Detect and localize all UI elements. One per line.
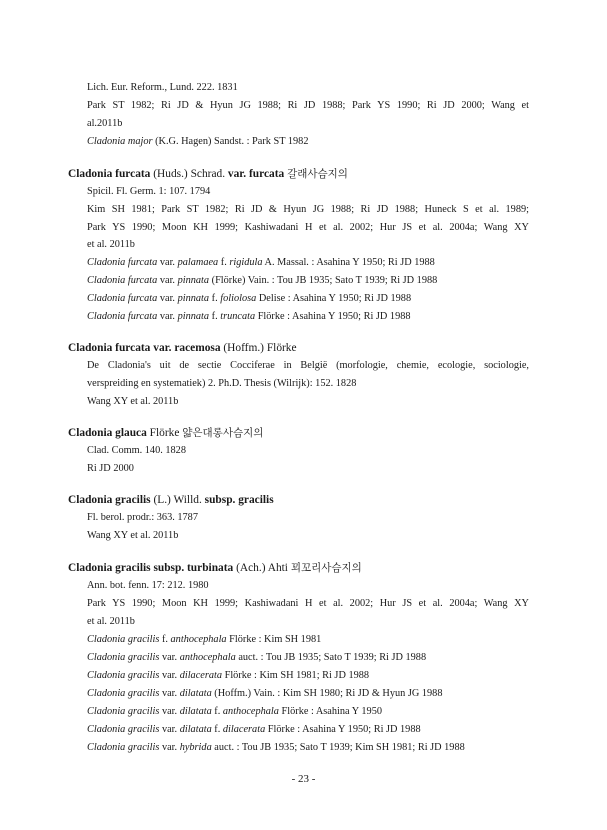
synonym-epithet: dilatata bbox=[179, 706, 212, 717]
synonym-name: Cladonia gracilis bbox=[87, 688, 160, 699]
synonym-rank: var. bbox=[157, 311, 178, 322]
reference-line bbox=[87, 117, 529, 131]
taxon-name: Cladonia glauca bbox=[68, 427, 147, 439]
reference-text: De Cladonia's uit de sectie Cocciferae in België (morfologie, chemie, ecologie, sociologie, bbox=[87, 360, 529, 371]
reference-text: Fl. berol. prodr.: 363. 1787 bbox=[87, 512, 198, 523]
synonym-epithet: anthocephala bbox=[222, 706, 279, 717]
synonym-citation: auct. : Tou JB 1935; Sato T 1939; Ri JD 1988 bbox=[235, 652, 427, 663]
reference-text: Park YS 1990; Moon KH 1999; Kashiwadani H et al. 2002; Hur JS et al. 2004a; Wang XY bbox=[87, 598, 529, 609]
synonym-citation: Delise : Asahina Y 1950; Ri JD 1988 bbox=[256, 293, 412, 304]
korean-name: 꾀꼬리사슴지의 bbox=[290, 562, 362, 574]
synonym-epithet: rigidula bbox=[229, 257, 263, 268]
synonym-rank: f. bbox=[209, 293, 221, 304]
synonym-name: Cladonia gracilis bbox=[87, 652, 160, 663]
synonym-rank: var. bbox=[159, 652, 180, 663]
taxon-author: (Huds.) Schrad. bbox=[150, 168, 228, 180]
synonym-epithet: pinnata bbox=[177, 293, 210, 304]
synonym-epithet: anthocephala bbox=[170, 634, 227, 645]
synonym-rank: var. bbox=[159, 706, 180, 717]
synonym-epithet: hybrida bbox=[179, 742, 212, 753]
synonym-rank: f. bbox=[211, 724, 223, 735]
synonym-name: Cladonia gracilis bbox=[87, 634, 160, 645]
synonym-rank: f. bbox=[218, 257, 230, 268]
taxon-author-2: (Ach.) Ahti bbox=[233, 562, 291, 574]
taxon-heading bbox=[68, 561, 362, 576]
synonym-epithet: truncata bbox=[220, 311, 256, 322]
reference-line bbox=[87, 395, 529, 409]
synonym-epithet: anthocephala bbox=[179, 652, 236, 663]
taxon-heading bbox=[68, 426, 263, 441]
synonym-name: Cladonia major bbox=[87, 136, 153, 147]
synonym-rank: var. bbox=[159, 688, 180, 699]
synonym-epithet: pinnata bbox=[177, 311, 210, 322]
synonym-citation: auct. : Tou JB 1935; Sato T 1939; Kim SH 1981; Ri JD 1988 bbox=[211, 742, 465, 753]
taxon-rank: subsp. turbinata bbox=[153, 562, 234, 574]
synonym-line bbox=[87, 274, 529, 288]
synonym-line bbox=[87, 310, 529, 324]
synonym-name: Cladonia gracilis bbox=[87, 742, 160, 753]
synonym-line bbox=[87, 687, 529, 701]
taxon-author-2: (Hoffm.) Flörke bbox=[220, 342, 297, 354]
synonym-rank: f. bbox=[209, 311, 221, 322]
reference-text: Wang XY et al. 2011b bbox=[87, 396, 179, 407]
taxon-name: Cladonia furcata bbox=[68, 168, 151, 180]
synonym-line bbox=[87, 633, 529, 647]
taxon-author: (L.) Willd. bbox=[150, 494, 205, 506]
taxon-name: Cladonia furcata bbox=[68, 342, 151, 354]
synonym-name: Cladonia furcata bbox=[87, 257, 158, 268]
reference-text: Ri JD 2000 bbox=[87, 463, 134, 474]
synonym-epithet: dilatata bbox=[179, 724, 212, 735]
reference-text: al.2011b bbox=[87, 118, 123, 129]
taxon-name: Cladonia gracilis bbox=[68, 562, 151, 574]
synonym-epithet: palamaea bbox=[177, 257, 219, 268]
reference-line bbox=[87, 99, 529, 113]
synonym-epithet: dilatata bbox=[179, 688, 212, 699]
taxon-name: Cladonia gracilis bbox=[68, 494, 151, 506]
synonym-name: Cladonia furcata bbox=[87, 275, 158, 286]
synonym-rank: var. bbox=[159, 670, 180, 681]
synonym-name: Cladonia gracilis bbox=[87, 670, 160, 681]
synonym-citation: Flörke : Asahina Y 1950; Ri JD 1988 bbox=[265, 724, 421, 735]
reference-text: Kim SH 1981; Park ST 1982; Ri JD & Hyun JG 1988; Ri JD 1988; Huneck S et al. 1989; bbox=[87, 204, 529, 215]
synonym-rank: var. bbox=[157, 293, 178, 304]
synonym-citation: (Hoffm.) Vain. : Kim SH 1980; Ri JD & Hyun JG 1988 bbox=[211, 688, 443, 699]
synonym-rank: var. bbox=[157, 275, 178, 286]
synonym-epithet: pinnata bbox=[177, 275, 210, 286]
reference-line bbox=[87, 462, 529, 476]
synonym-epithet: dilacerata bbox=[222, 724, 266, 735]
reference-line bbox=[87, 444, 529, 458]
synonym-line bbox=[87, 292, 529, 306]
reference-line bbox=[87, 511, 529, 525]
reference-text: et al. 2011b bbox=[87, 239, 135, 250]
synonym-citation: (Flörke) Vain. : Tou JB 1935; Sato T 1939; Ri JD 1988 bbox=[209, 275, 438, 286]
synonym-line bbox=[87, 135, 529, 149]
reference-text: Lich. Eur. Reform., Lund. 222. 1831 bbox=[87, 82, 238, 93]
synonym-epithet: foliolosa bbox=[220, 293, 257, 304]
korean-name: 얇은대롱사슴지의 bbox=[182, 427, 264, 439]
synonym-citation: A. Massal. : Asahina Y 1950; Ri JD 1988 bbox=[262, 257, 435, 268]
synonym-line bbox=[87, 705, 529, 719]
synonym-name: Cladonia furcata bbox=[87, 293, 158, 304]
reference-line bbox=[87, 597, 529, 611]
synonym-rank: var. bbox=[159, 724, 180, 735]
page-number: - 23 - bbox=[291, 773, 316, 785]
reference-text: et al. 2011b bbox=[87, 616, 135, 627]
reference-line bbox=[87, 238, 529, 252]
reference-line bbox=[87, 615, 529, 629]
synonym-epithet: dilacerata bbox=[179, 670, 223, 681]
reference-line bbox=[87, 221, 529, 235]
reference-text: Park YS 1990; Moon KH 1999; Kashiwadani H et al. 2002; Hur JS et al. 2004a; Wang XY bbox=[87, 222, 529, 233]
synonym-citation: Flörke : Asahina Y 1950 bbox=[278, 706, 383, 717]
synonym-line bbox=[87, 669, 529, 683]
reference-line bbox=[87, 203, 529, 217]
taxon-heading bbox=[68, 341, 297, 356]
reference-text: Spicil. Fl. Germ. 1: 107. 1794 bbox=[87, 186, 211, 197]
reference-text: Clad. Comm. 140. 1828 bbox=[87, 445, 186, 456]
synonym-citation: Flörke : Asahina Y 1950; Ri JD 1988 bbox=[255, 311, 411, 322]
reference-text: Park ST 1982; Ri JD & Hyun JG 1988; Ri JD 1988; Park YS 1990; Ri JD 2000; Wang et bbox=[87, 100, 529, 111]
synonym-rank: var. bbox=[157, 257, 178, 268]
reference-line bbox=[87, 359, 529, 373]
synonym-line bbox=[87, 723, 529, 737]
synonym-line bbox=[87, 651, 529, 665]
synonym-name: Cladonia furcata bbox=[87, 311, 158, 322]
synonym-citation: Flörke : Kim SH 1981 bbox=[226, 634, 322, 645]
synonym-rank: f. bbox=[159, 634, 171, 645]
taxon-rank: var. furcata bbox=[227, 168, 285, 180]
synonym-name: Cladonia gracilis bbox=[87, 724, 160, 735]
taxon-author: Flörke bbox=[146, 427, 183, 439]
synonym-line bbox=[87, 741, 529, 755]
reference-text: Wang XY et al. 2011b bbox=[87, 530, 179, 541]
reference-line bbox=[87, 81, 529, 95]
taxon-heading bbox=[68, 167, 348, 182]
synonym-name: Cladonia gracilis bbox=[87, 706, 160, 717]
reference-line bbox=[87, 377, 529, 391]
reference-line bbox=[87, 529, 529, 543]
synonym-citation: Flörke : Kim SH 1981; Ri JD 1988 bbox=[222, 670, 370, 681]
synonym-line bbox=[87, 256, 529, 270]
reference-text: Ann. bot. fenn. 17: 212. 1980 bbox=[87, 580, 209, 591]
reference-text: verspreiding en systematiek) 2. Ph.D. Thesis (Wilrijk): 152. 1828 bbox=[87, 378, 357, 389]
synonym-rank: var. bbox=[159, 742, 180, 753]
taxon-heading bbox=[68, 493, 274, 508]
synonym-rank: f. bbox=[211, 706, 223, 717]
taxon-rank: subsp. gracilis bbox=[204, 494, 274, 506]
korean-name: 갈래사슴지의 bbox=[287, 168, 348, 180]
taxon-rank: var. racemosa bbox=[153, 342, 221, 354]
synonym-citation: (K.G. Hagen) Sandst. : Park ST 1982 bbox=[152, 136, 309, 147]
reference-line bbox=[87, 579, 529, 593]
reference-line bbox=[87, 185, 529, 199]
